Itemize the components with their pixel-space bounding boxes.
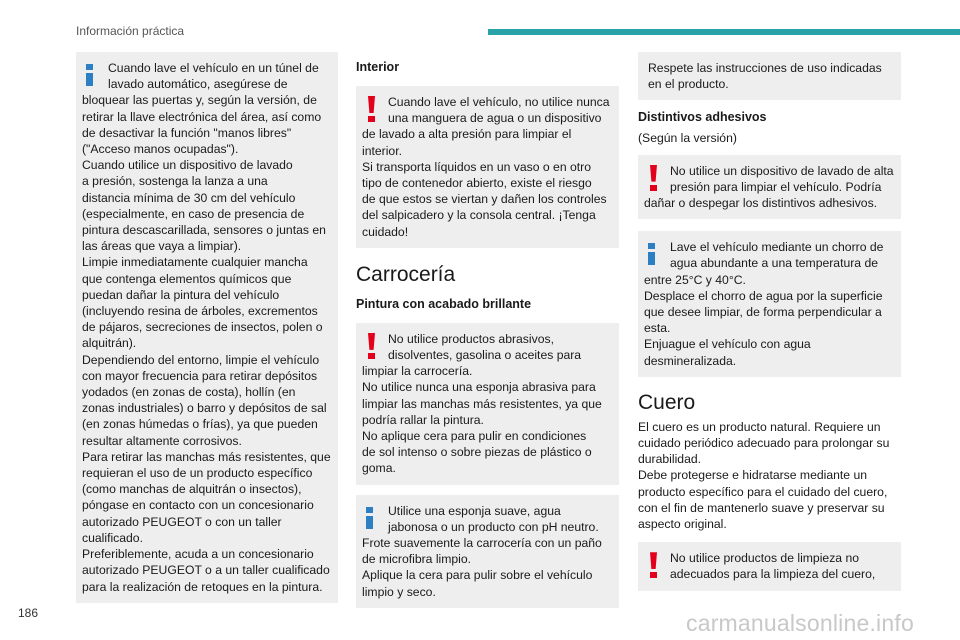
text-line: autorizado PEUGEOT o a un taller cualificado xyxy=(82,563,330,578)
text-line: bloquear las puertas y, según la versión, de xyxy=(82,93,317,108)
text-line: producto específico para el cuidado del cuero, xyxy=(638,484,888,499)
text-line: Para retirar las manchas más resistentes, que xyxy=(82,449,331,464)
text-line: limpiar las manchas más resistentes, ya que xyxy=(362,396,602,411)
warning-box-text xyxy=(644,163,895,212)
text-line: Desplace el chorro de agua por la superficie xyxy=(644,288,883,303)
warning-box-cuero xyxy=(638,542,901,590)
text-line: No utilice nunca una esponja abrasiva para xyxy=(362,380,596,395)
text-line: adecuados para la limpieza del cuero, xyxy=(670,567,876,582)
text-line: Respete las instrucciones de uso indicadas xyxy=(648,61,882,75)
text-line: durabilidad. xyxy=(638,452,702,467)
page-number: 186 xyxy=(18,606,39,620)
text-line: Enjuague el vehículo con agua xyxy=(644,337,811,352)
text-line: para la realización de retoques en la pintura. xyxy=(82,579,323,594)
text-line: cuidado! xyxy=(362,224,409,239)
header-accent-bar xyxy=(488,29,960,35)
text-line: alquitrán). xyxy=(82,336,137,351)
text-line: aspecto original. xyxy=(638,517,727,532)
text-line: que desee limpiar, de forma perpendicular a xyxy=(644,305,882,320)
text-line: No aplique cera para pulir en condiciones xyxy=(362,429,587,444)
warning-icon xyxy=(650,552,658,578)
info-box-text xyxy=(82,60,332,595)
info-box-text xyxy=(362,503,613,600)
text-line: Aplique la cera para pulir sobre el vehículo xyxy=(362,568,593,583)
text-line: Dependiendo del entorno, limpie el vehículo xyxy=(82,352,320,367)
text-line: en el producto. xyxy=(648,77,729,92)
text-line: (en zonas húmedas o frías), ya que pueden xyxy=(82,417,318,432)
info-box-washing-tunnel xyxy=(76,52,338,603)
text-line: zonas industriales) o barro y depósitos de sal xyxy=(82,401,327,416)
warning-box-interior xyxy=(356,86,619,248)
text-line: póngase en contacto con un concesionario xyxy=(82,498,314,513)
text-line: con el fin de mantenerlo suave y preservar su xyxy=(638,500,885,515)
text-line: entre 25°C y 40°C. xyxy=(644,272,746,287)
text-line: goma. xyxy=(362,461,396,476)
text-line: de sol intenso o sobre piezas de plástico o xyxy=(362,445,592,460)
text-line: (como manchas de alquitrán o insectos), xyxy=(82,482,302,497)
text-line: de lavado a alta presión para limpiar el xyxy=(362,127,572,142)
note-box-instrucciones xyxy=(638,52,901,100)
text-line: distancia mínima de 30 cm del vehículo xyxy=(82,190,296,205)
column-1 xyxy=(76,52,338,603)
text-line: desmineralizada. xyxy=(644,353,737,368)
text-line: Preferiblemente, acuda a un concesionario xyxy=(82,547,314,562)
distintivos-heading: Distintivos adhesivos xyxy=(638,110,767,125)
warning-icon xyxy=(368,96,376,122)
text-line: yodados (en zonas de costa), hollín (en xyxy=(82,385,296,400)
text-line: Debe protegerse e hidratarse mediante un xyxy=(638,468,867,483)
text-line: que contenga elementos químicos que xyxy=(82,271,292,286)
info-box-esponja xyxy=(356,495,619,608)
column-3 xyxy=(638,52,901,591)
text-line: ("Acceso manos ocupadas"). xyxy=(82,142,239,157)
header-title: Información práctica xyxy=(76,24,185,38)
text-line: esta. xyxy=(644,321,671,336)
text-line: Si transporta líquidos en un vaso o en otro xyxy=(362,159,591,174)
text-line: limpio y seco. xyxy=(362,584,436,599)
text-line: Lave el vehículo mediante un chorro de xyxy=(670,240,884,255)
text-line: de desactivar la función "manos libres" xyxy=(82,125,292,140)
text-line: Limpie inmediatamente cualquier mancha xyxy=(82,255,308,270)
interior-heading: Interior xyxy=(356,60,400,74)
text-line: Frote suavemente la carrocería con un paño xyxy=(362,536,602,551)
text-line: a presión, sostenga la lanza a una xyxy=(82,174,268,189)
text-line: dañar o despegar los distintivos adhesivos. xyxy=(644,196,878,211)
text-line: pintura descascarillada, sensores o juntas en xyxy=(82,223,326,238)
text-line: Cuando lave el vehículo, no utilice nunca xyxy=(388,95,610,109)
text-line: las áreas que vaya a limpiar). xyxy=(82,239,242,254)
text-line: interior. xyxy=(362,143,402,158)
text-line: resultar altamente corrosivos. xyxy=(82,433,242,448)
text-line: Cuando lave el vehículo en un túnel de xyxy=(108,61,319,75)
carroceria-heading: Carrocería xyxy=(356,262,456,286)
warning-icon xyxy=(368,333,376,359)
text-line: presión para limpiar el vehículo. Podría xyxy=(670,179,882,194)
text-line: cualificado. xyxy=(82,530,143,545)
text-line: de pájaros, secreciones de insectos, polen o xyxy=(82,320,323,335)
text-line: (incluyendo resina de árboles, excrementos xyxy=(82,304,318,319)
cuero-text xyxy=(638,419,901,532)
text-line: puedan dañar la pintura del vehículo xyxy=(82,287,280,302)
pintura-heading: Pintura con acabado brillante xyxy=(356,296,532,311)
text-line: del salpicadero y la consola central. ¡Tenga xyxy=(362,208,596,223)
warning-box-text xyxy=(362,331,613,477)
text-line: No utilice un dispositivo de lavado de alta xyxy=(670,163,894,178)
text-line: (especialmente, en caso de presencia de xyxy=(82,206,305,221)
text-line: jabonosa o un producto con pH neutro. xyxy=(388,519,599,534)
cuero-heading: Cuero xyxy=(638,390,696,414)
info-box-text xyxy=(644,239,895,369)
info-icon xyxy=(86,64,93,86)
text-line: No utilice productos de limpieza no xyxy=(670,551,860,566)
text-line: El cuero es un producto natural. Requiere un xyxy=(638,419,881,434)
text-line: disolventes, gasolina o aceites para xyxy=(388,348,582,363)
warning-box-pintura xyxy=(356,323,619,485)
version-note: (Según la versión) xyxy=(638,131,737,146)
text-line: Utilice una esponja suave, agua xyxy=(388,503,561,518)
text-line: requieran el uso de un producto específico xyxy=(82,466,313,481)
text-line: con mayor frecuencia para retirar depósitos xyxy=(82,368,318,383)
text-line: lavado automático, asegúrese de xyxy=(108,77,288,92)
info-icon xyxy=(366,507,373,529)
text-line: agua abundante a una temperatura de xyxy=(670,256,879,271)
text-line: Cuando utilice un dispositivo de lavado xyxy=(82,158,293,173)
text-line: cuidado periódico adecuado para prolongar su xyxy=(638,436,890,451)
column-2 xyxy=(356,52,619,608)
warning-box-text xyxy=(362,94,613,240)
watermark: carmanualsonline.info xyxy=(686,610,914,636)
text-line: autorizado PEUGEOT o con un taller xyxy=(82,514,282,529)
text-line: podría rallar la pintura. xyxy=(362,412,484,427)
text-line: una manguera de agua o un dispositivo xyxy=(388,111,602,126)
text-line: No utilice productos abrasivos, xyxy=(388,331,554,346)
warning-box-distintivos xyxy=(638,155,901,220)
info-box-chorro xyxy=(638,231,901,377)
text-line: limpiar la carrocería. xyxy=(362,364,473,379)
warning-box-text xyxy=(644,550,895,582)
note-box-text xyxy=(648,60,895,92)
info-icon xyxy=(648,243,655,265)
text-line: de microfibra limpio. xyxy=(362,552,472,567)
text-line: retirar la llave electrónica del área, así como xyxy=(82,109,322,124)
warning-icon xyxy=(650,165,658,191)
text-line: tipo de contenedor abierto, existe el riesgo xyxy=(362,176,592,191)
text-line: de que estos se viertan y dañen los controles xyxy=(362,192,607,207)
